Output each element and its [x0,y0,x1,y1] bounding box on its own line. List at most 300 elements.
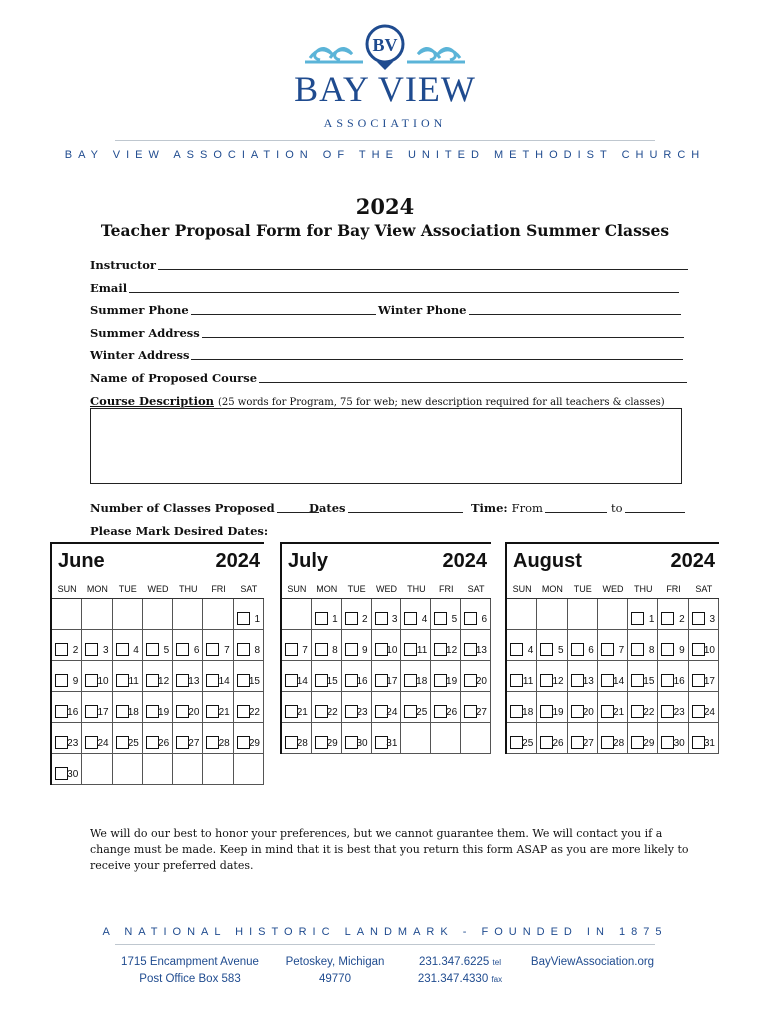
calendar-day-cell[interactable] [52,630,82,661]
calendar-day-cell[interactable] [52,754,82,785]
calendar-day-cell[interactable] [173,723,203,754]
calendar-day-cell[interactable] [282,661,312,692]
summer-address-line[interactable] [202,337,684,338]
date-number: 7 [224,645,230,656]
summer-phone-label: Summer Phone [90,303,189,317]
calendar-day-cell[interactable] [234,692,264,723]
date-number: 17 [386,676,398,687]
calendar-day-cell[interactable] [401,661,431,692]
calendar-day-cell[interactable] [598,723,628,754]
calendar-day-cell[interactable] [82,630,112,661]
calendar-day-cell[interactable] [282,630,312,661]
day-name: TUE [347,584,366,594]
calendar-day-cell [537,599,567,630]
date-checkbox[interactable] [146,674,159,687]
calendar-day-cell[interactable] [431,661,461,692]
date-number: 1 [648,614,655,625]
day-name: THU [407,584,426,594]
date-number: 13 [475,645,487,656]
calendar-day-cell[interactable] [342,661,372,692]
calendar-day-cell[interactable] [537,723,567,754]
calendar-day-cell[interactable] [113,661,143,692]
svg-text:BV: BV [372,35,398,55]
date-number: 7 [302,645,308,656]
footer-city [280,954,390,988]
calendar-day-cell[interactable] [537,630,567,661]
calendar-day-cell[interactable] [312,661,342,692]
calendar-day-cell[interactable] [234,630,264,661]
calendar-month-name: August [513,550,582,572]
day-name: SAT [467,584,485,594]
course-name-field[interactable] [90,371,687,385]
date-checkbox[interactable] [55,767,68,780]
calendar-day-cell[interactable] [203,692,233,723]
date-checkbox[interactable] [601,674,614,687]
date-number: 25 [522,738,534,749]
calendar-day-cell[interactable] [628,599,658,630]
day-name: FRI [666,584,681,594]
date-number: 2 [679,614,685,625]
date-checkbox[interactable] [85,705,98,718]
date-number: 12 [446,645,458,656]
calendar-day-cell[interactable] [461,630,491,661]
calendar-day-cell[interactable] [461,661,491,692]
calendar-day-cell[interactable] [143,630,173,661]
time-from-label: From [511,501,543,515]
date-number: 4 [133,645,139,656]
calendar-day-cell[interactable] [658,630,688,661]
email-line[interactable] [129,292,679,293]
calendar-day-cell[interactable] [689,661,719,692]
date-checkbox[interactable] [571,643,584,656]
calendar-day-cell [113,754,143,785]
date-checkbox[interactable] [540,705,553,718]
date-number: 20 [475,676,487,687]
date-number: 24 [386,707,398,718]
calendar-day-cell[interactable] [203,630,233,661]
calendar-day-cell[interactable] [342,723,372,754]
calendar-day-cell[interactable] [372,723,402,754]
calendar-day-names [52,580,264,598]
calendar-day-cell[interactable] [372,661,402,692]
date-checkbox[interactable] [55,705,68,718]
date-checkbox[interactable] [571,705,584,718]
form-title: Teacher Proposal Form for Bay View Association Summer Classes [100,221,670,240]
date-checkbox[interactable] [146,643,159,656]
calendar-day-cell[interactable] [401,599,431,630]
date-number: 27 [188,738,200,749]
date-number: 31 [703,738,715,749]
course-name-label: Name of Proposed Course [90,371,258,385]
date-checkbox[interactable] [510,643,523,656]
calendar-day-cell[interactable] [507,692,537,723]
date-number: 4 [421,614,428,625]
date-checkbox[interactable] [55,736,68,749]
calendar-grid [507,598,719,754]
date-checkbox[interactable] [116,736,129,749]
course-name-line[interactable] [259,382,687,383]
time-label: Time: [471,501,508,515]
calendar-day-cell[interactable] [507,630,537,661]
calendar-day-cell[interactable] [431,692,461,723]
date-checkbox[interactable] [176,674,189,687]
date-checkbox[interactable] [540,736,553,749]
footer-phones [405,954,515,988]
winter-address-line[interactable] [191,359,683,360]
day-name: MON [86,584,108,594]
date-number: 22 [643,707,655,718]
calendar-day-cell [203,754,233,785]
date-checkbox[interactable] [315,612,328,625]
date-checkbox[interactable] [237,705,250,718]
date-checkbox[interactable] [692,705,705,718]
winter-address-field[interactable] [90,348,683,362]
date-checkbox[interactable] [237,612,250,625]
calendar-day-cell [173,599,203,630]
calendar-day-names [282,580,491,598]
footer-phone-suffix: tel [492,958,501,967]
date-checkbox[interactable] [631,612,644,625]
date-checkbox[interactable] [116,643,129,656]
calendar-day-cell[interactable] [507,661,537,692]
calendar-day-cell[interactable] [568,630,598,661]
date-checkbox[interactable] [661,612,674,625]
date-checkbox[interactable] [146,736,159,749]
date-checkbox[interactable] [510,736,523,749]
num-classes-label: Number of Classes Proposed [90,501,275,515]
calendar-day-cell[interactable] [372,630,402,661]
calendar-day-cell[interactable] [312,630,342,661]
date-number: 25 [416,707,428,718]
date-number: 28 [218,738,230,749]
date-number: 9 [72,676,79,687]
calendar-day-cell[interactable] [537,692,567,723]
calendar-day-cell[interactable] [234,599,264,630]
date-number: 15 [248,676,260,687]
calendar-day-cell[interactable] [461,599,491,630]
calendar-day-cell[interactable] [52,723,82,754]
dates-field[interactable] [309,501,463,515]
calendar-day-cell[interactable] [628,661,658,692]
calendar-day-cell [401,723,431,754]
date-number: 30 [673,738,685,749]
day-name: MON [541,584,563,594]
date-number: 30 [356,738,368,749]
time-to-line[interactable] [625,512,685,513]
date-checkbox[interactable] [176,736,189,749]
day-name: TUE [118,584,137,594]
calendar-day-cell[interactable] [658,692,688,723]
date-checkbox[interactable] [601,705,614,718]
summer-phone-line[interactable] [191,314,376,315]
calendar-day-cell[interactable] [628,723,658,754]
calendar-day-cell[interactable] [234,723,264,754]
date-checkbox[interactable] [285,643,298,656]
date-number: 1 [254,614,260,625]
date-number: 12 [158,676,170,687]
calendar-day-cell[interactable] [203,661,233,692]
calendar-day-cell[interactable] [312,723,342,754]
date-number: 8 [332,645,338,656]
calendar-day-cell[interactable] [689,630,719,661]
calendar-day-cell[interactable] [82,692,112,723]
date-checkbox[interactable] [631,705,644,718]
calendar-day-cell[interactable] [568,723,598,754]
calendar-day-cell[interactable] [628,692,658,723]
date-number: 29 [643,738,655,749]
date-checkbox[interactable] [206,674,219,687]
date-number: 30 [67,769,79,780]
date-checkbox[interactable] [176,705,189,718]
calendar-day-cell[interactable] [598,630,628,661]
date-checkbox[interactable] [510,705,523,718]
form-year: 2024 [355,194,415,219]
calendar-day-cell[interactable] [234,661,264,692]
calendar-day-cell[interactable] [568,661,598,692]
date-checkbox[interactable] [345,643,358,656]
calendar-day-cell[interactable] [282,723,312,754]
date-checkbox[interactable] [237,736,250,749]
calendar-day-cell[interactable] [537,661,567,692]
date-checkbox[interactable] [206,736,219,749]
date-number: 25 [127,738,139,749]
calendar-day-cell[interactable] [173,692,203,723]
date-number: 4 [527,645,534,656]
date-number: 22 [326,707,338,718]
calendar-day-cell[interactable] [82,661,112,692]
footer-city-name: Petoskey, Michigan [285,956,385,968]
day-name: WED [602,584,624,594]
calendar-year: 2024 [215,550,260,572]
date-checkbox[interactable] [631,643,644,656]
date-checkbox[interactable] [85,674,98,687]
calendar-day-cell [82,599,112,630]
calendar-day-cell[interactable] [598,661,628,692]
date-number: 21 [613,707,625,718]
date-checkbox[interactable] [631,736,644,749]
calendar-day-cell [113,599,143,630]
date-number: 16 [67,707,79,718]
calendar-year: 2024 [670,550,715,572]
date-number: 16 [356,676,368,687]
date-checkbox[interactable] [661,674,674,687]
calendar-day-cell [52,599,82,630]
calendar-day-cell[interactable] [628,630,658,661]
calendar-day-cell[interactable] [401,630,431,661]
date-checkbox[interactable] [601,643,614,656]
date-checkbox[interactable] [85,736,98,749]
dates-line[interactable] [348,512,463,513]
date-number: 17 [97,707,109,718]
date-number: 10 [97,676,109,687]
date-checkbox[interactable] [206,705,219,718]
course-description-heading [90,394,665,408]
calendar-day-cell[interactable] [342,599,372,630]
calendar-day-cell[interactable] [461,692,491,723]
date-checkbox[interactable] [692,612,705,625]
calendar-day-cell [461,723,491,754]
date-number: 13 [582,676,594,687]
disclaimer-note: We will do our best to honor your preferences, but we cannot guarantee them. We will contact you if a change must be made. Keep in mind that it is best that you return this form ASAP as you are more likely to receive your preferred dates. [90,827,689,872]
date-number: 17 [703,676,715,687]
brand-name: BAY VIEW [294,69,476,109]
day-name: FRI [211,584,226,594]
calendar-day-cell[interactable] [52,661,82,692]
calendar-day-cell[interactable] [372,692,402,723]
date-number: 12 [552,676,564,687]
calendar-day-cell [282,599,312,630]
calendar-day-cell[interactable] [372,599,402,630]
date-checkbox[interactable] [146,705,159,718]
winter-phone-field[interactable] [378,303,681,317]
calendar-day-cell[interactable] [568,692,598,723]
date-checkbox[interactable] [404,643,417,656]
date-checkbox[interactable] [85,643,98,656]
time-field[interactable] [471,501,685,515]
date-checkbox[interactable] [692,674,705,687]
calendar-day-cell[interactable] [507,723,537,754]
dates-label: Dates [309,501,346,515]
calendar-day-cell[interactable] [598,692,628,723]
date-checkbox[interactable] [661,736,674,749]
calendar-august [505,542,719,754]
date-checkbox[interactable] [464,612,477,625]
date-checkbox[interactable] [661,705,674,718]
calendar-june [50,542,264,785]
date-checkbox[interactable] [601,736,614,749]
date-number: 11 [128,676,139,687]
calendar-day-cell[interactable] [689,692,719,723]
day-name: SUN [57,584,77,594]
instructor-label: Instructor [90,258,156,272]
instructor-line[interactable] [158,269,688,270]
calendar-day-cell[interactable] [113,723,143,754]
date-number: 11 [522,676,534,687]
winter-phone-label: Winter Phone [378,303,467,317]
calendar-day-cell[interactable] [282,692,312,723]
calendar-day-cell[interactable] [113,630,143,661]
calendar-day-cell[interactable] [689,723,719,754]
date-checkbox[interactable] [631,674,644,687]
calendar-day-cell[interactable] [173,630,203,661]
date-number: 23 [673,707,685,718]
summer-phone-field[interactable] [90,303,376,317]
calendar-day-cell[interactable] [658,661,688,692]
course-description-label: Course Description [90,394,214,408]
calendar-day-cell[interactable] [312,692,342,723]
date-checkbox[interactable] [434,612,447,625]
date-checkbox[interactable] [315,643,328,656]
date-checkbox[interactable] [206,643,219,656]
calendar-day-cell[interactable] [173,661,203,692]
date-number: 27 [475,707,487,718]
calendar-day-cell[interactable] [401,692,431,723]
calendar-day-cell [431,723,461,754]
calendar-day-cell[interactable] [203,723,233,754]
footer-street: 1715 Encampment Avenue [121,956,259,968]
calendar-day-cell[interactable] [658,599,688,630]
day-name: THU [179,584,198,594]
calendar-grid [282,598,491,754]
summer-address-field[interactable] [90,326,684,340]
calendar-day-cell[interactable] [143,723,173,754]
date-checkbox[interactable] [510,674,523,687]
num-classes-field[interactable] [90,501,319,515]
winter-phone-line[interactable] [469,314,681,315]
date-number: 24 [97,738,109,749]
footer-website[interactable]: BayViewAssociation.org [530,956,655,968]
date-checkbox[interactable] [345,612,358,625]
footer-tagline: A NATIONAL HISTORIC LANDMARK - FOUNDED IN 1875 [102,926,668,938]
date-number: 3 [391,614,398,625]
calendar-day-cell[interactable] [143,692,173,723]
date-checkbox[interactable] [176,643,189,656]
date-number: 31 [386,738,398,749]
date-number: 1 [332,614,338,625]
date-checkbox[interactable] [55,674,68,687]
date-checkbox[interactable] [571,736,584,749]
date-checkbox[interactable] [116,674,129,687]
calendar-day-cell[interactable] [342,630,372,661]
date-number: 11 [416,645,428,656]
instructor-field[interactable] [90,258,688,272]
calendar-day-cell[interactable] [52,692,82,723]
calendar-day-cell[interactable] [143,661,173,692]
date-checkbox[interactable] [55,643,68,656]
date-checkbox[interactable] [237,643,250,656]
calendar-day-cell[interactable] [658,723,688,754]
day-name: SUN [512,584,532,594]
day-name: MON [316,584,338,594]
date-number: 10 [386,645,398,656]
date-number: 28 [613,738,625,749]
day-name: WED [375,584,397,594]
calendar-day-cell[interactable] [342,692,372,723]
time-from-line[interactable] [545,512,607,513]
date-number: 27 [582,738,594,749]
winter-address-label: Winter Address [90,348,190,362]
calendar-day-cell[interactable] [113,692,143,723]
date-checkbox[interactable] [540,643,553,656]
footer-phone: 231.347.6225 [418,956,490,968]
date-checkbox[interactable] [237,674,250,687]
course-description-box[interactable] [90,408,682,484]
date-number: 24 [703,707,715,718]
date-number: 21 [296,707,308,718]
date-number: 3 [103,645,109,656]
date-checkbox[interactable] [571,674,584,687]
date-checkbox[interactable] [692,736,705,749]
date-checkbox[interactable] [116,705,129,718]
calendar-day-cell[interactable] [312,599,342,630]
date-number: 19 [446,676,458,687]
calendar-day-cell[interactable] [431,599,461,630]
brand-subtitle: ASSOCIATION [323,116,447,130]
date-number: 29 [248,738,260,749]
date-checkbox[interactable] [375,612,388,625]
calendar-day-cell[interactable] [689,599,719,630]
email-field[interactable] [90,281,679,295]
calendar-day-cell[interactable] [431,630,461,661]
date-checkbox[interactable] [661,643,674,656]
day-name: TUE [573,584,592,594]
date-checkbox[interactable] [404,612,417,625]
date-checkbox[interactable] [540,674,553,687]
date-number: 19 [158,707,170,718]
date-checkbox[interactable] [692,643,705,656]
date-number: 15 [326,676,338,687]
calendar-day-cell[interactable] [82,723,112,754]
